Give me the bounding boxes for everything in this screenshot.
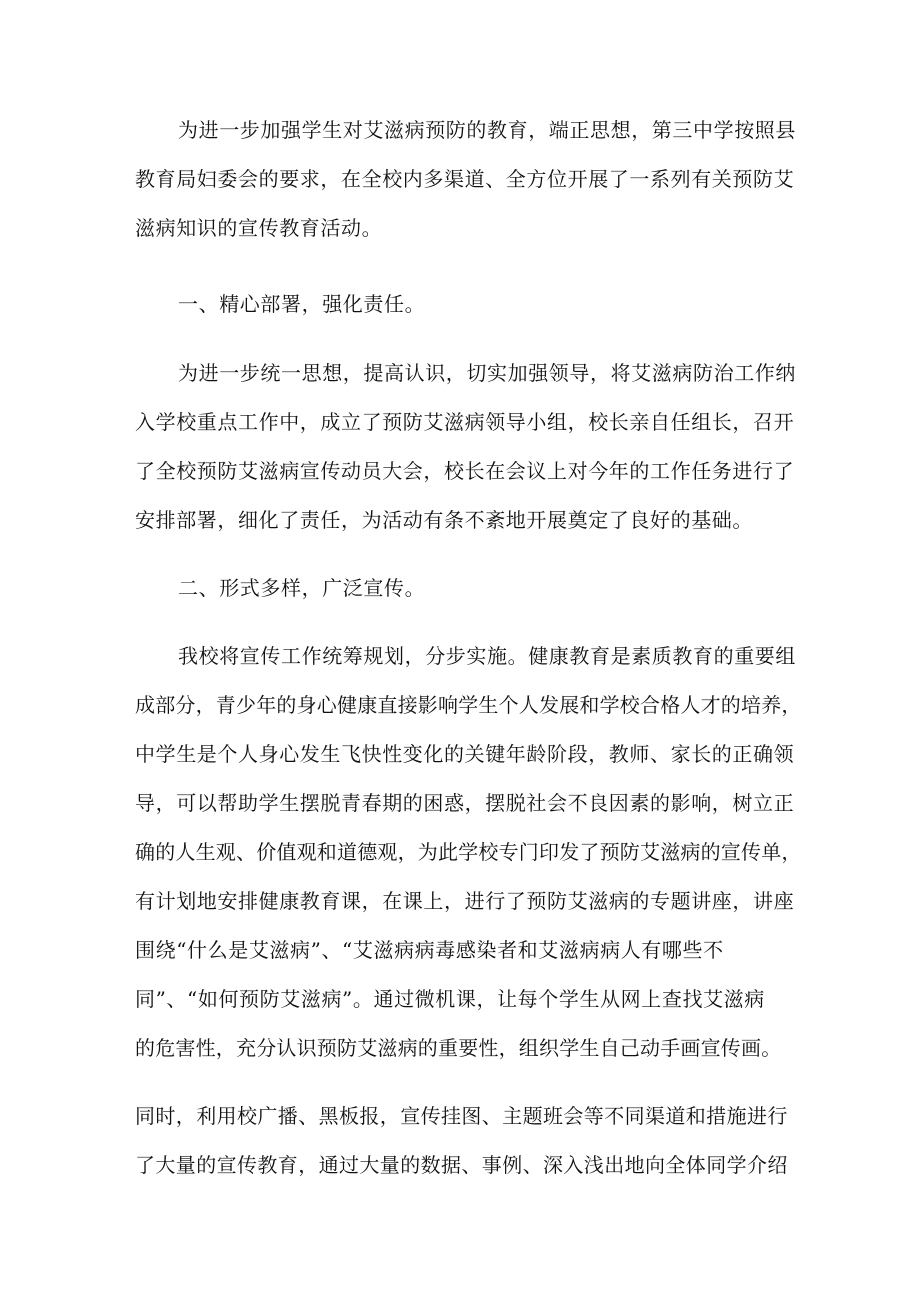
section-3-line-2: 了大量的宣传教育，通过大量的数据、事例、深入浅出地向全体同学介绍 — [135, 1153, 788, 1177]
section-heading-2: 二、形式多样，广泛宣传。 — [178, 576, 426, 600]
section-2-line-6: 有计划地安排健康教育课，在课上，进行了预防艾滋病的专题讲座，讲座 — [135, 889, 795, 913]
section-1-line-1: 为进一步统一思想，提高认识，切实加强领导，将艾滋病防治工作纳 — [178, 361, 796, 385]
section-3-line-1: 同时，利用校广播、黑板报，宣传挂图、主题班会等不同渠道和措施进行 — [135, 1104, 788, 1128]
section-2-line-7: 围绕“什么是艾滋病”、“艾滋病病毒感染者和艾滋病病人有哪些不 — [135, 938, 724, 962]
section-2-line-1: 我校将宣传工作统筹规划，分步实施。健康教育是素质教育的重要组 — [178, 644, 796, 668]
intro-line-3: 滋病知识的宣传教育活动。 — [135, 216, 383, 240]
section-1-line-4: 安排部署，细化了责任，为活动有条不紊地开展奠定了良好的基础。 — [135, 508, 753, 532]
section-2-line-5: 确的人生观、价值观和道德观，为此学校专门印发了预防艾滋病的宣传单， — [135, 840, 802, 864]
section-heading-1: 一、精心部署，强化责任。 — [178, 292, 426, 316]
section-2-line-9: 的危害性，充分认识预防艾滋病的重要性，组织学生自己动手画宣传画。 — [135, 1036, 782, 1060]
section-1-line-2: 入学校重点工作中，成立了预防艾滋病领导小组，校长亲自任组长，召开 — [135, 410, 795, 434]
section-2-line-4: 导，可以帮助学生摆脱青春期的困惑，摆脱社会不良因素的影响，树立正 — [135, 791, 795, 815]
section-1-line-3: 了全校预防艾滋病宣传动员大会，校长在会议上对今年的工作任务进行了 — [135, 459, 795, 483]
intro-line-2: 教育局妇委会的要求，在全校内多渠道、全方位开展了一系列有关预防艾 — [135, 167, 795, 191]
section-2-line-8: 同”、“如何预防艾滋病”。通过微机课，让每个学生从网上查找艾滋病 — [135, 987, 765, 1011]
section-2-line-2: 成部分，青少年的身心健康直接影响学生个人发展和学校合格人才的培养， — [135, 693, 802, 717]
intro-line-1: 为进一步加强学生对艾滋病预防的教育，端正思想，第三中学按照县 — [178, 118, 796, 142]
section-2-line-3: 中学生是个人身心发生飞快性变化的关键年龄阶段，教师、家长的正确领 — [135, 742, 795, 766]
